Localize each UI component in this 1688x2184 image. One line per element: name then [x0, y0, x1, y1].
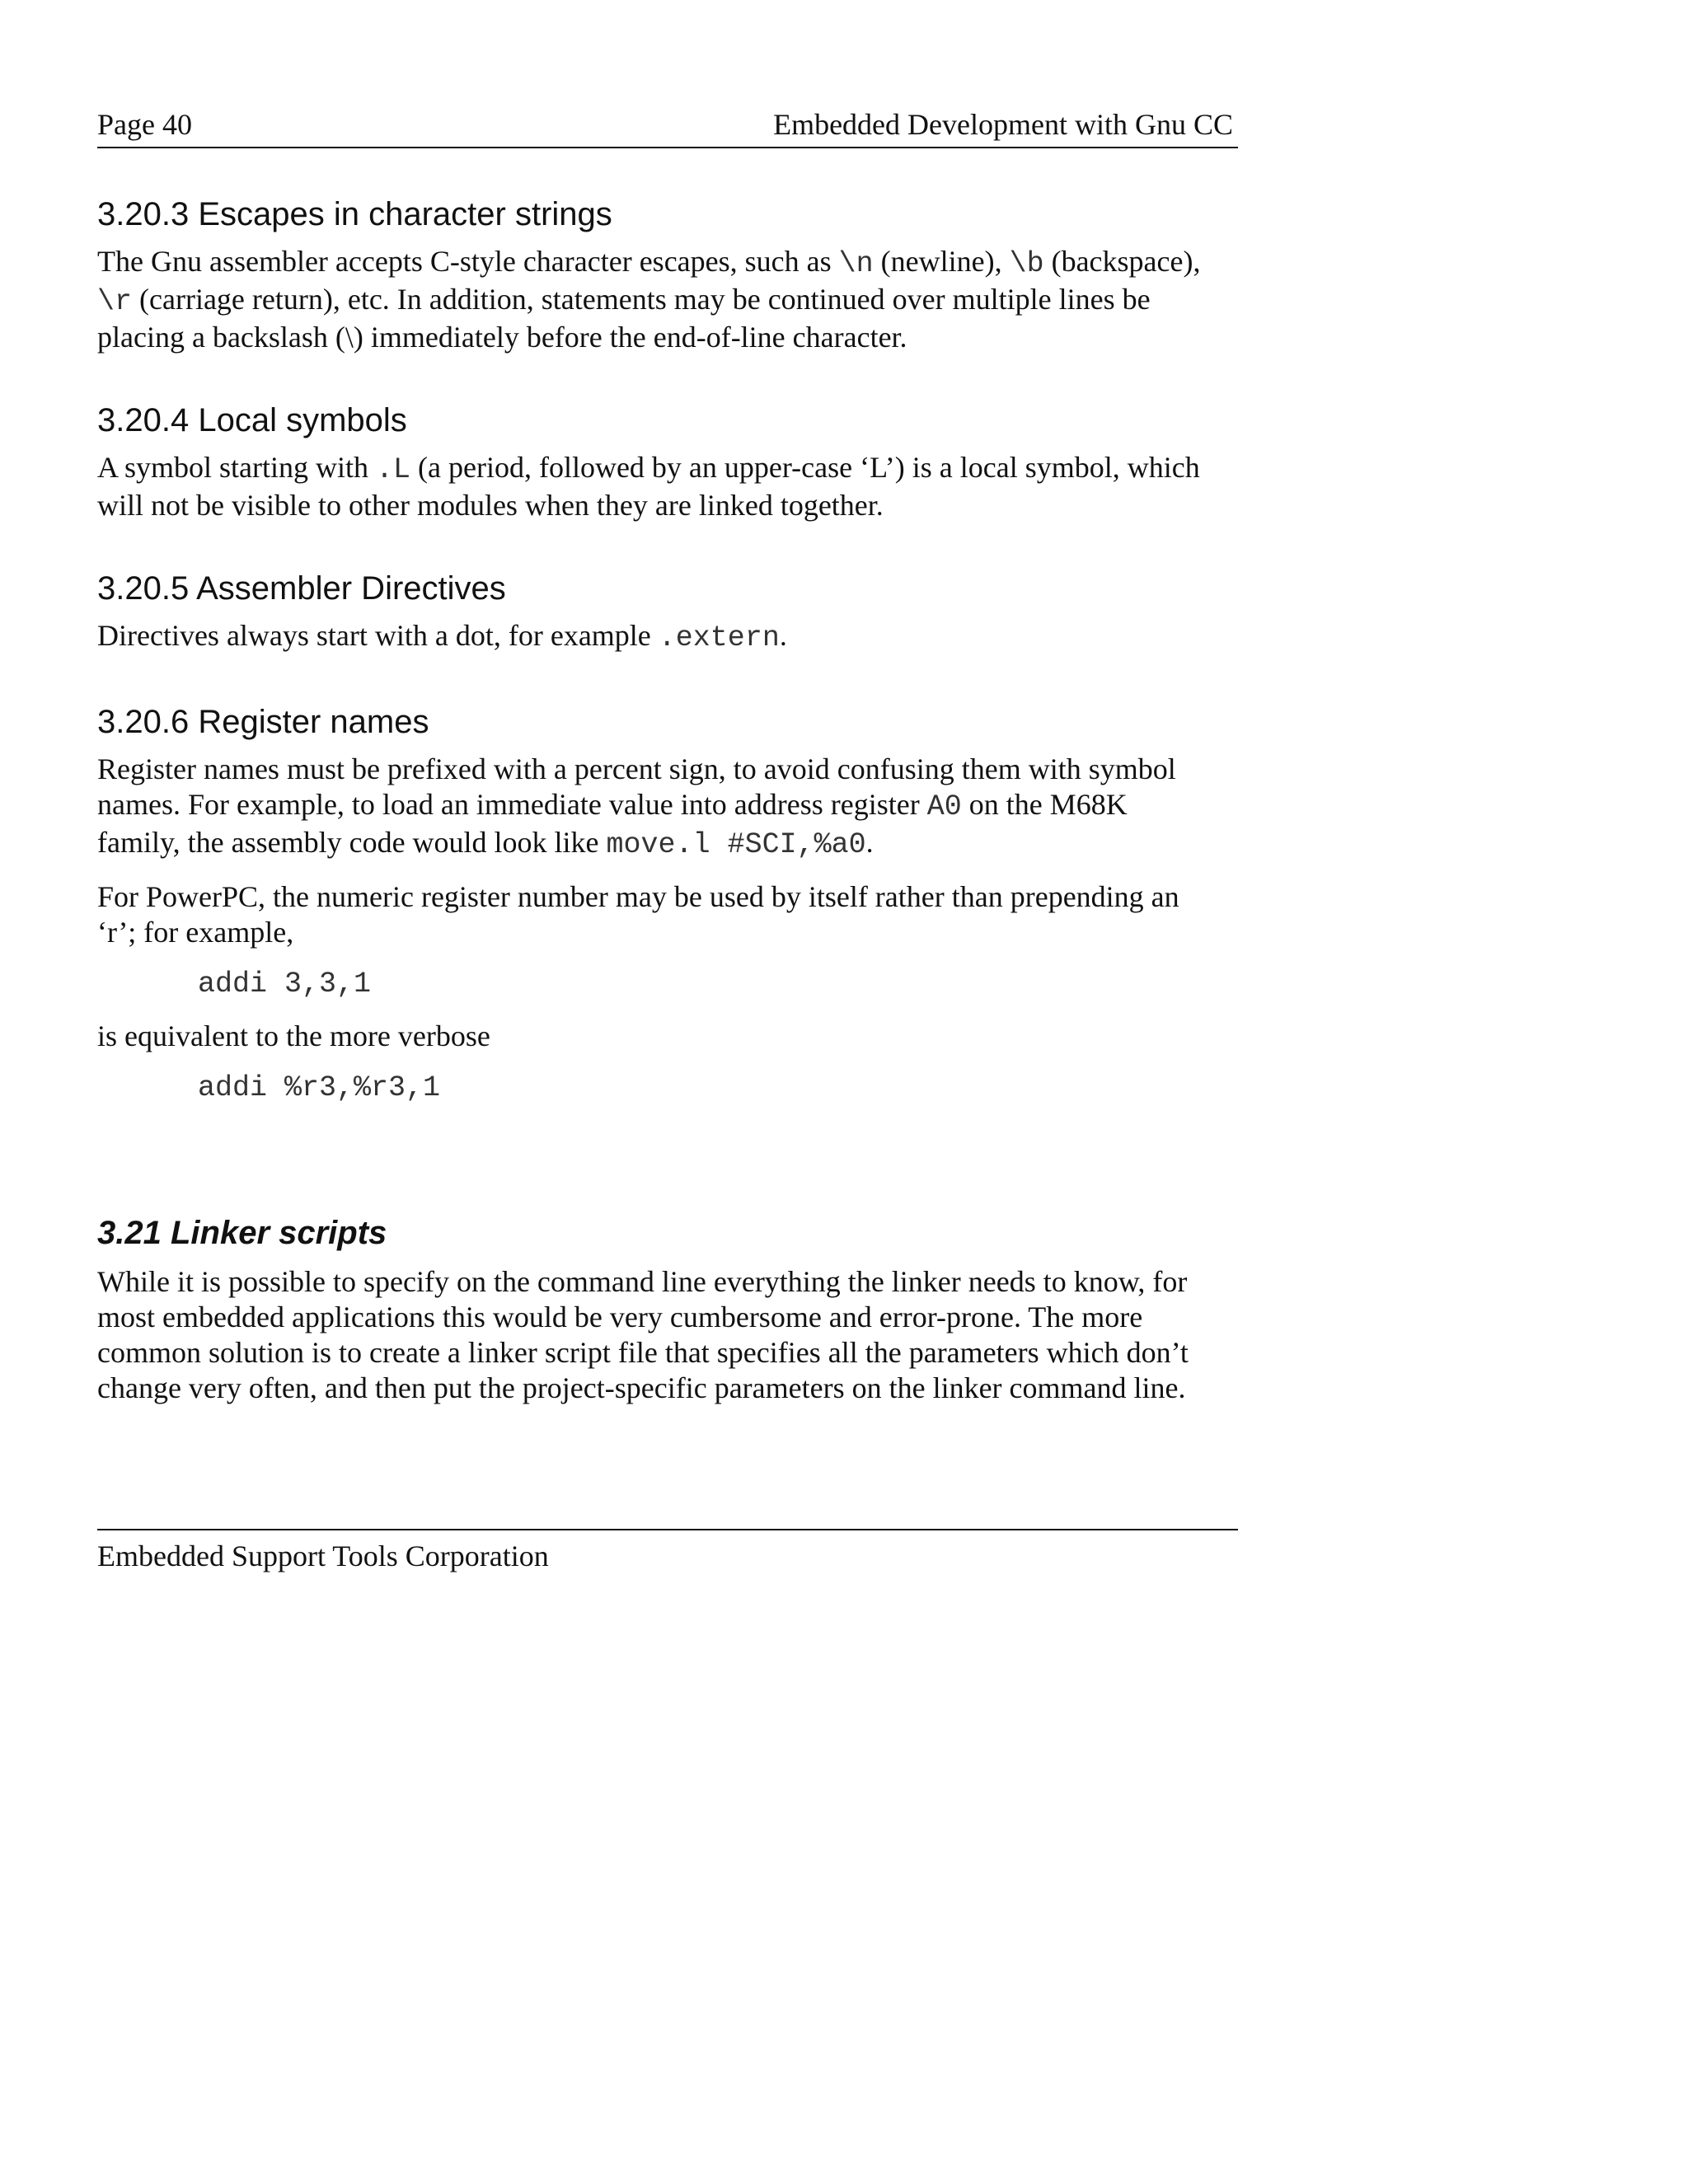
section-heading: 3.20.4 Local symbols: [97, 402, 407, 438]
paragraph: Directives always start with a dot, for example .extern.: [97, 619, 787, 654]
section-3-20-3: [97, 194, 1238, 355]
section-3-20-5: [97, 569, 1238, 656]
code-newline: \n: [838, 247, 874, 280]
page-footer: [97, 1529, 1238, 1573]
code-example-short: addi 3,3,1: [198, 968, 372, 1001]
paragraph: is equivalent to the more verbose: [97, 1019, 490, 1052]
footer-company: Embedded Support Tools Corporation: [97, 1540, 549, 1572]
running-title: Embedded Development with Gnu CC: [773, 108, 1233, 141]
paragraph: While it is possible to specify on the command line everything the linker needs to know, for most embedded applications this would be very cumbersome and error-prone. The more common solution is to create a linker script file that specifies all the parameters which don’t change very often, and then put the project-specific parameters on the linker command line.: [97, 1265, 1189, 1404]
section-3-21: [97, 1213, 1238, 1406]
code-extern: .extern: [658, 621, 780, 654]
section-heading: 3.20.5 Assembler Directives: [97, 570, 506, 607]
page-number: Page 40: [97, 108, 192, 141]
paragraph: A symbol starting with .L (a period, followed by an upper-case ‘L’) is a local symbol, which will not be visible to other modules when they are linked together.: [97, 451, 1200, 522]
code-local-symbol: .L: [376, 453, 411, 486]
code-move-instruction: move.l #SCI,%a0: [606, 828, 866, 861]
code-backspace: \b: [1009, 247, 1044, 280]
code-example-verbose: addi %r3,%r3,1: [198, 1071, 441, 1104]
code-carriage-return: \r: [97, 285, 133, 318]
section-heading: 3.21 Linker scripts: [97, 1215, 387, 1251]
code-register-a0: A0: [926, 790, 962, 823]
paragraph: The Gnu assembler accepts C-style character escapes, such as \n (newline), \b (backspace), \r (carriage return), etc. In addition, statements may be continued over multiple lines be placing a backslash (\) immediately before the end-of-line character.: [97, 245, 1201, 354]
section-heading: 3.20.3 Escapes in character strings: [97, 196, 612, 232]
paragraph: For PowerPC, the numeric register number may be used by itself rather than prepending an ‘r’; for example,: [97, 880, 1179, 949]
section-3-20-4: [97, 401, 1238, 523]
page-header: [97, 102, 1238, 148]
section-3-20-6: [97, 702, 1238, 1106]
paragraph: Register names must be prefixed with a percent sign, to avoid confusing them with symbol names. For example, to load an immediate value into address register A0 on the M68K family, the assembly code would look like move.l #SCI,%a0.: [97, 752, 1176, 861]
section-heading: 3.20.6 Register names: [97, 704, 429, 740]
